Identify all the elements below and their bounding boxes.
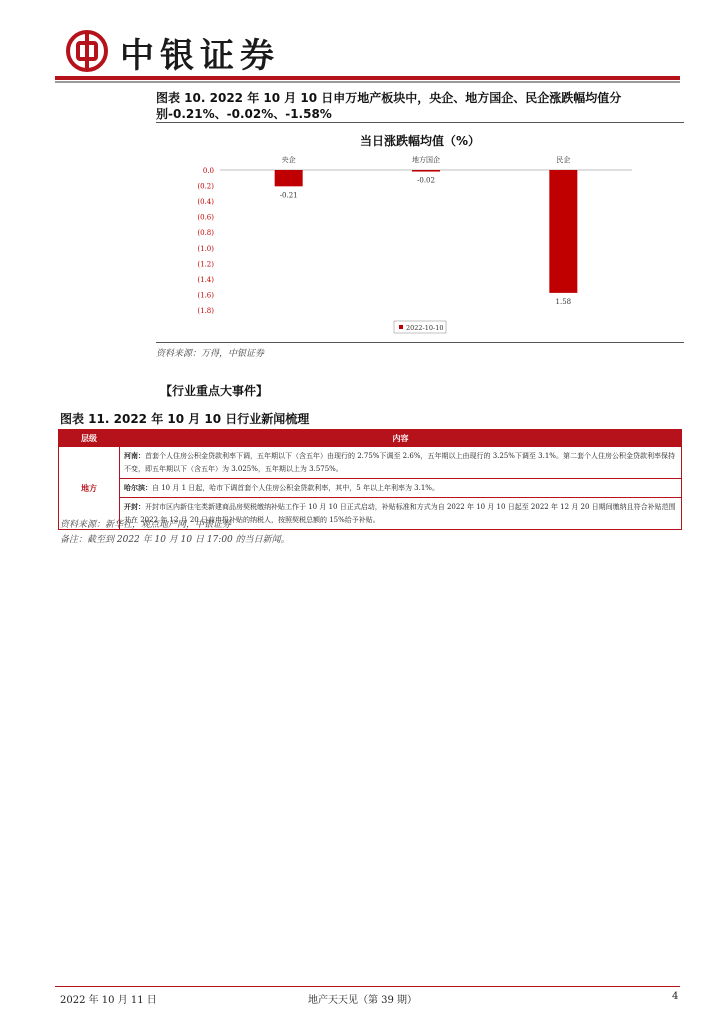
- news-text: 首套个人住房公积金贷款利率下调，五年期以下（含五年）由现行的 2.75%下调至 2.6%，五年期以上由现行的 3.25%下调至 3.1%。第二套个人住房公积金贷款利率保持不变，即五年期以下（含五年）为 3.025%，五年期以上为 3.575%。: [124, 452, 675, 473]
- data-label: 1.58: [555, 297, 572, 306]
- category-label: 民企: [556, 156, 571, 164]
- figure-10-bottom-rule: [156, 342, 684, 343]
- column-header-content: 内容: [120, 430, 682, 447]
- bar: [275, 170, 303, 186]
- section-heading: 【行业重点大事件】: [160, 384, 269, 398]
- news-city: 开封：: [124, 502, 145, 511]
- footer-date: 2022 年 10 月 11 日: [60, 995, 157, 1006]
- news-text: 自 10 月 1 日起，哈市下调首套个人住房公积金贷款利率，其中，5 年以上年利率为 3.1%。: [152, 484, 439, 492]
- category-label: 地方国企: [412, 156, 440, 164]
- figure-10-title: 图表 10. 2022 年 10 月 10 日申万地产板块中，央企、地方国企、民企涨跌幅均值分别-0.21%、-0.02%、-1.58%: [156, 91, 622, 121]
- chart-title: 当日涨跌幅均值（%）: [359, 134, 481, 148]
- bar: [549, 170, 577, 293]
- figure-11-source: 资料来源：新华社，观点地产网，中银证券: [60, 520, 232, 530]
- header-divider-secondary: [55, 81, 680, 83]
- news-cell: [120, 447, 682, 479]
- bar: [412, 170, 440, 172]
- y-tick-label: (0.2): [197, 182, 214, 191]
- figure-11-note: 备注：截至到 2022 年 10 月 10 日 17:00 的当日新闻。: [60, 535, 290, 545]
- data-label: -0.21: [279, 191, 298, 200]
- news-city: 河南：: [124, 451, 145, 460]
- level-cell: 地方: [59, 447, 120, 530]
- column-header-level: 层级: [59, 430, 120, 447]
- company-logo-icon: [66, 30, 108, 72]
- table-row: [59, 447, 682, 479]
- figure-10-source: 资料来源：万得，中银证券: [156, 349, 265, 359]
- news-cell: [120, 479, 682, 498]
- y-tick-label: (1.2): [197, 260, 214, 269]
- category-label: 央企: [281, 156, 296, 164]
- news-table: [58, 429, 682, 530]
- y-tick-label: (1.6): [197, 291, 214, 300]
- data-label: -0.02: [417, 176, 435, 185]
- footer-report-name: 地产天天见（第 39 期）: [307, 995, 418, 1006]
- figure-11-title: 图表 11. 2022 年 10 月 10 日行业新闻梳理: [60, 412, 310, 426]
- table-header-row: [59, 430, 682, 447]
- header-divider: [55, 76, 680, 80]
- bar-chart: [156, 150, 684, 342]
- y-tick-label: (0.4): [197, 198, 214, 207]
- news-city: 哈尔滨：: [124, 483, 152, 492]
- brand-name: 中银证券: [120, 36, 280, 76]
- legend-swatch: [399, 325, 403, 329]
- y-tick-label: (1.8): [197, 307, 214, 315]
- page-number: 4: [672, 991, 679, 1002]
- legend-label: 2022-10-10: [406, 324, 444, 332]
- y-tick-label: (0.6): [197, 213, 214, 222]
- y-tick-label: (1.4): [197, 275, 214, 284]
- news-text: 开封市区内新住宅类新建商品房契税缴纳补贴工作于 10 月 10 日正式启动，补贴标准和方式为自 2022 年 10 月 10 日起至 2022 年 12 月 20 日期间缴纳且符合补贴范围并在 2022 年 12 月 20 日前申报补贴的纳税人，按照契税总额的 15%给予补贴。: [124, 503, 676, 524]
- y-tick-label: (1.0): [197, 244, 214, 253]
- figure-10-top-rule: [156, 122, 684, 123]
- table-row: [59, 479, 682, 498]
- y-tick-label: (0.8): [197, 229, 214, 238]
- footer-divider: [55, 986, 680, 987]
- y-tick-label: 0.0: [202, 167, 214, 175]
